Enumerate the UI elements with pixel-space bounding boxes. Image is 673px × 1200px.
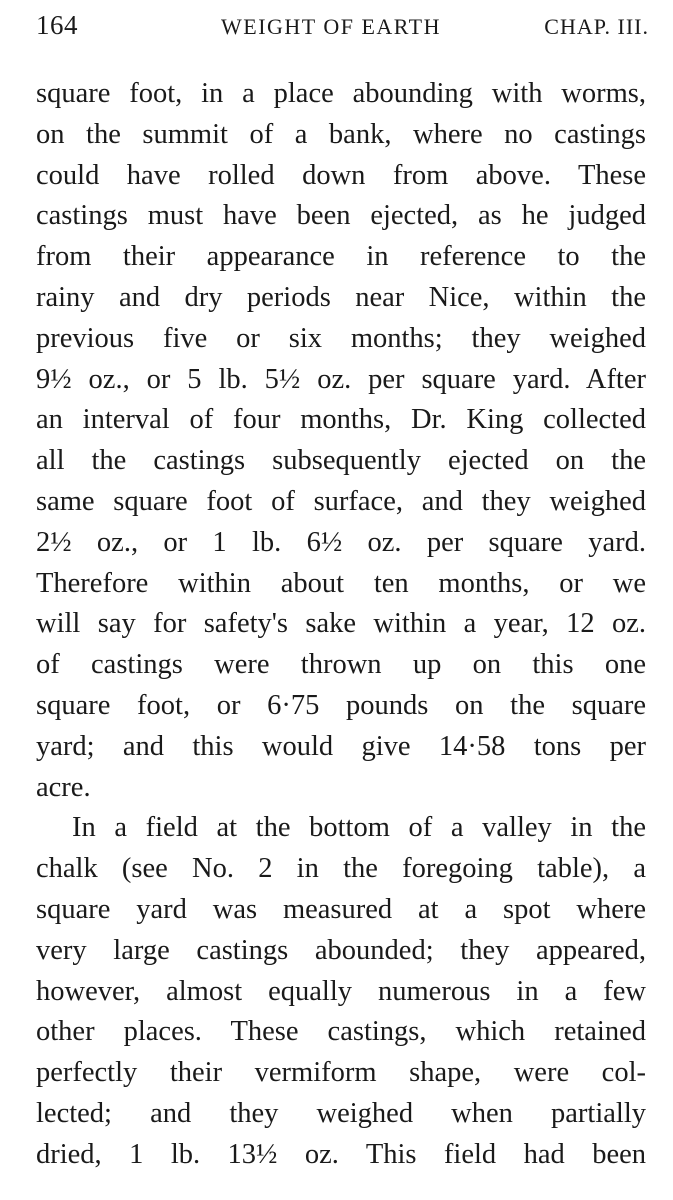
text-line: yard; and this would give 14·58 tons per	[36, 730, 646, 762]
text-line: perfectly their vermiform shape, were col-	[36, 1057, 646, 1089]
text-line: previous five or six months; they weighed	[36, 322, 646, 354]
text-line: will say for safety's sake within a year, 12 oz.	[36, 608, 646, 640]
chapter-reference: CHAP. III.	[544, 14, 649, 39]
text-line: rainy and dry periods near Nice, within the	[36, 281, 646, 313]
text-line: square yard was measured at a spot where	[36, 893, 646, 925]
text-line: square foot, in a place abounding with worms,	[36, 78, 646, 109]
paragraph-end-line: acre.	[36, 771, 91, 803]
text-line: square foot, or 6·75 pounds on the square	[36, 689, 646, 721]
text-line: Therefore within about ten months, or we	[36, 567, 646, 599]
text-line: all the castings subsequently ejected on the	[36, 445, 646, 477]
text-line: same square foot of surface, and they weighed	[36, 485, 646, 517]
paragraph-start-line: In a field at the bottom of a valley in the	[72, 812, 646, 844]
text-line: however, almost equally numerous in a few	[36, 975, 646, 1007]
body-text	[36, 74, 646, 1176]
text-line: very large castings abounded; they appeared,	[36, 934, 646, 966]
text-line: other places. These castings, which retained	[36, 1016, 646, 1048]
text-line: dried, 1 lb. 13½ oz. This field had been	[36, 1138, 646, 1170]
text-line: 9½ oz., or 5 lb. 5½ oz. per square yard. After	[36, 363, 646, 395]
text-line: lected; and they weighed when partially	[36, 1097, 646, 1129]
page-number: 164	[36, 10, 78, 40]
running-title: WEIGHT OF EARTH	[221, 14, 441, 39]
text-line: on the summit of a bank, where no castings	[36, 118, 646, 150]
text-line: of castings were thrown up on this one	[36, 649, 646, 681]
text-line: castings must have been ejected, as he judged	[36, 200, 646, 232]
text-line: chalk (see No. 2 in the foregoing table), a	[36, 853, 646, 885]
text-line: an interval of four months, Dr. King collected	[36, 404, 646, 436]
running-head	[36, 10, 649, 44]
text-line: from their appearance in reference to the	[36, 241, 646, 273]
text-line: 2½ oz., or 1 lb. 6½ oz. per square yard.	[36, 526, 646, 558]
text-line: could have rolled down from above. These	[36, 159, 646, 191]
